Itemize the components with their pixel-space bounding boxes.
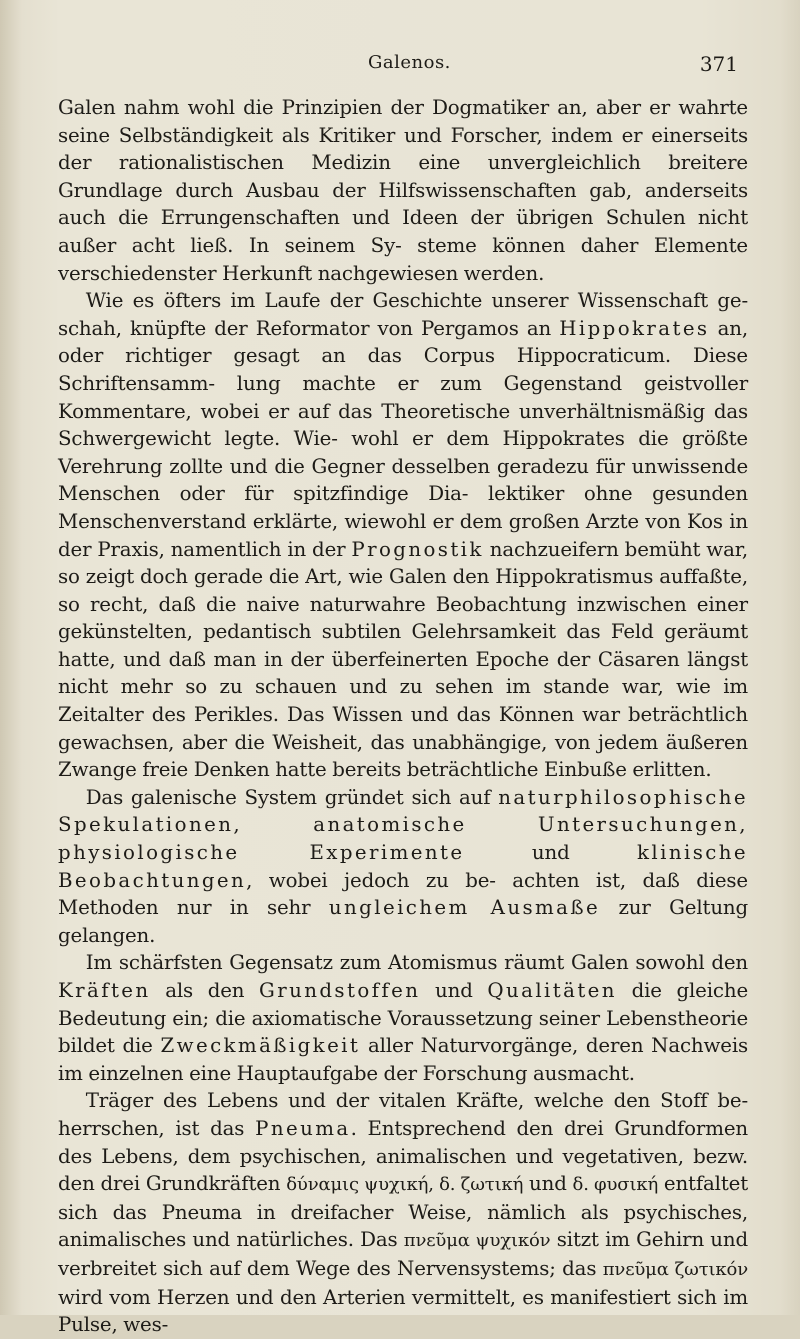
paragraph-2 <box>58 287 748 784</box>
text-run: , wobei jedoch zu be- achten ist, daß diese Methoden nur in sehr <box>58 868 748 920</box>
text-run: als den <box>150 979 260 1002</box>
spaced-term: Zweckmäßigkeit <box>160 1034 361 1058</box>
text-run: nachzueifern bemüht war, so zeigt doch gerade die Art, wie Galen den Hippokratismus auffaßte, so recht, daß die naive naturwahre Beobachtung inzwischen einer gekünstelten, pedantisch subtilen Gelehrsamkeit das Feld geräumt hatte, und daß man in der überfeinerten Epoche der Cäsaren längst nicht mehr so zu schauen und zu sehen im stande war, wie im Zeitalter des Perikles. Das Wissen und das Können war beträchtlich gewachsen, aber die Weisheit, das unabhängige, von jedem äußeren Zwange freie Denken hatte bereits beträchtliche Einbuße erlitten. <box>58 537 748 782</box>
greek-term: δύναμις ψυχική, δ. ζωτική <box>286 1174 524 1196</box>
text-run: sitzt im Gehirn und verbreitet sich auf dem Wege des Nervensystems; das <box>58 1228 749 1280</box>
paragraph-3 <box>58 784 748 950</box>
text-run: die gleiche Bedeutung ein; die axiomatische Voraussetzung seiner Lebenstheorie bildet die <box>58 979 748 1058</box>
spaced-term: Qualitäten <box>487 979 617 1002</box>
text-run: aller Naturvorgänge, deren Nachweis im einzelnen eine Hauptaufgabe der Forschung ausmacht. <box>58 1034 749 1085</box>
text-run: Im schärfsten Gegensatz zum Atomismus räumt Galen sowohl den <box>85 951 748 975</box>
spaced-term: naturphilosophische Spekulationen, anatomische Untersuchungen, physiologische Experimente <box>58 785 748 865</box>
greek-term: πνεῦμα ζωτικόν <box>602 1258 748 1280</box>
text-run: zur Geltung gelangen. <box>58 896 749 947</box>
paragraph-4 <box>58 949 748 1087</box>
text-run: wird vom Herzen und den Arterien vermittelt, es manifestiert sich im Pulse, wes- <box>58 1285 748 1337</box>
text-run: Das galenische System gründet sich auf <box>85 785 499 809</box>
greek-term: δ. φυσική <box>572 1174 659 1196</box>
text-run: und <box>464 841 638 865</box>
text-run: . Entsprechend den drei Grundformen des Lebens, dem psychischen, animalischen und vegetativen, bezw. den drei Grundkräften <box>58 1116 748 1196</box>
text-run: an, oder richtiger gesagt an das Corpus Hippocraticum. Diese Schriftensamm- lung machte er zum Gegenstand geistvoller Kommentare, wobei er auf das Theoretische unverhältnismäßig das Schwergewicht legte. Wie- wohl er dem Hippokrates die größte Verehrung zollte und die Gegner desselben geradezu für unwissende Menschen oder für spitzfindige Dia- lektiker ohne gesunden Menschenverstand erklärte, wiewohl er dem großen Arzte von Kos in der Praxis, namentlich in der <box>58 316 748 561</box>
spaced-term: Prognostik <box>351 537 484 561</box>
running-head <box>0 52 800 78</box>
body-text <box>58 94 748 1339</box>
text-run: und <box>420 979 488 1002</box>
paragraph-5 <box>58 1087 748 1338</box>
text-run: Träger des Lebens und der vitalen Kräfte, welche den Stoff be- herrschen, ist das <box>58 1089 748 1140</box>
text-run: Galen nahm wohl die Prinzipien der Dogmatiker an, aber er wahrte seine Selbständigkeit als Kritiker und Forscher, indem er einerseits der rationalistischen Medizin eine unvergleichlich breitere Grundlage durch Ausbau der Hilfswissenschaften gab, anderseits auch die Errungenschaften und Ideen der übrigen Schulen nicht außer acht ließ. In seinem Sy- steme können daher Elemente verschiedenster Herkunft nachgewiesen werden. <box>58 96 748 285</box>
spaced-term: Kräften <box>58 979 151 1002</box>
spaced-term: Pneuma <box>255 1116 351 1140</box>
running-title: Galenos. <box>368 52 451 73</box>
page-number: 371 <box>699 52 738 76</box>
spaced-term: klinische Beobachtungen <box>58 841 749 892</box>
text-run: entfaltet sich das Pneuma in dreifacher Weise, nämlich als psychisches, animalisches und natürliches. Das <box>58 1172 749 1252</box>
text-run: und <box>523 1172 573 1196</box>
text-run: Wie es öfters im Laufe der Geschichte unserer Wissenschaft ge- schah, knüpfte der Reformator von Pergamos an <box>58 289 748 340</box>
spaced-term: ungleichem Ausmaße <box>328 896 601 920</box>
spaced-name: Hippokrates <box>559 316 710 340</box>
greek-term: πνεῦμα ψυχικόν <box>403 1230 551 1252</box>
paragraph-1 <box>58 94 748 287</box>
spaced-term: Grundstoffen <box>259 979 421 1002</box>
